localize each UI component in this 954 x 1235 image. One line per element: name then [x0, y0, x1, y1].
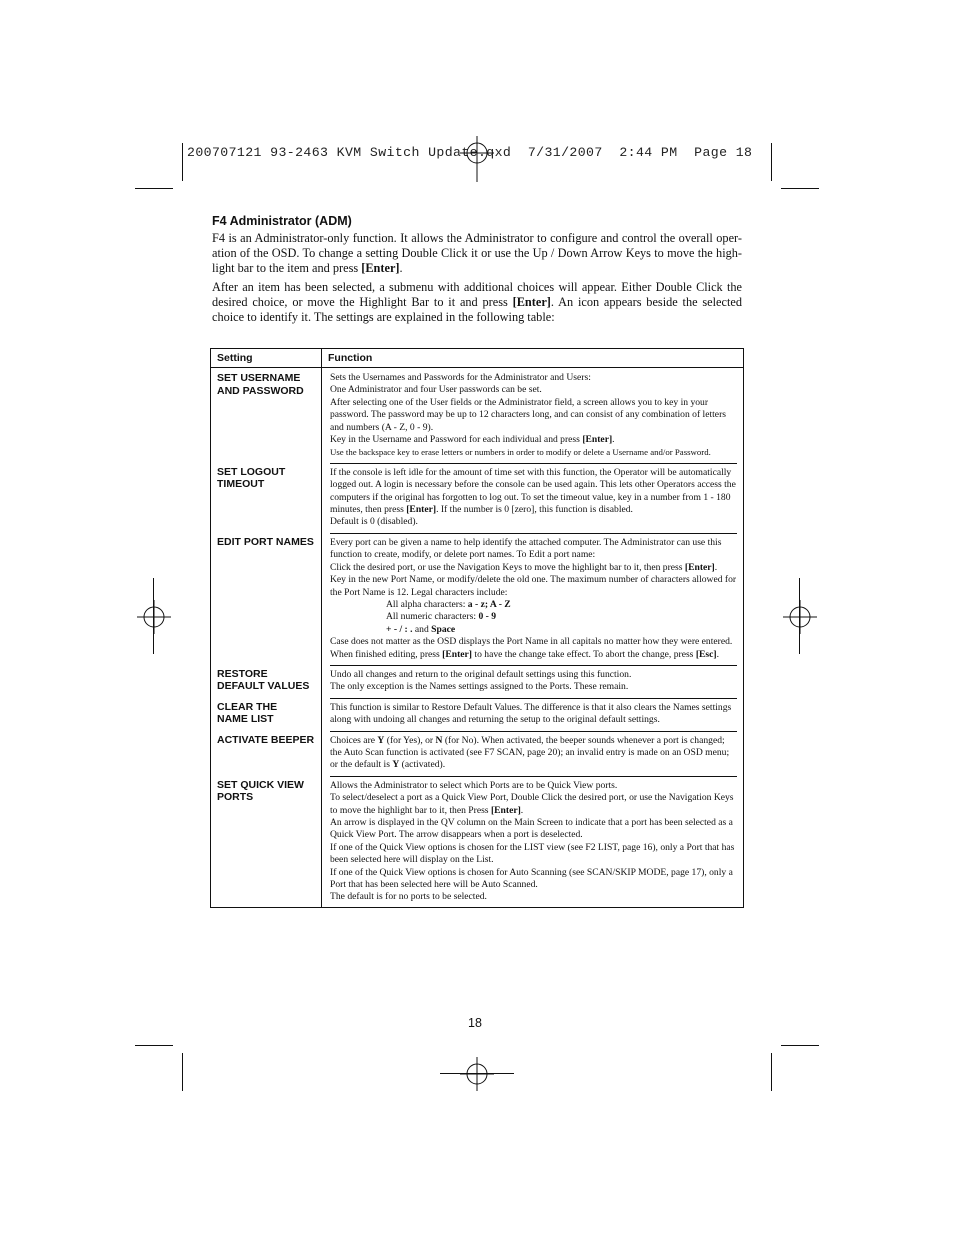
- description-text: All alpha characters:: [386, 598, 468, 610]
- table-header-row: [211, 349, 744, 368]
- description-text: .: [612, 434, 615, 446]
- description-text: to have the change take effect. To abort the change, press: [472, 648, 696, 660]
- crop-mark: [440, 1073, 514, 1074]
- description-text: .: [714, 561, 718, 573]
- column-header-setting: Setting: [211, 349, 322, 368]
- description-text: Case does not matter as the OSD displays the Port Name in all capitals no matter how they were entered.: [330, 636, 733, 648]
- key-name: [Enter]: [582, 434, 613, 446]
- description-line: [330, 792, 737, 817]
- paragraph-text: .: [399, 261, 403, 275]
- description-line: [330, 562, 737, 574]
- description-text: Key in the new Port Name, or modify/delete the old one. The maximum number of characters allowed for the Port Name is 12. Legal characters include:: [330, 574, 737, 598]
- description-text: If the console is left idle for the amount of time set with this function, the Operator will be automatically logged out. A login is necessary before the console can be used again. This lets other Operators access the computers if the original has forgotten to log out. To set the timeout value, key in a number from 1 - 180 minutes, then press: [330, 466, 736, 516]
- key-name: a - z; A - Z: [467, 598, 511, 610]
- description-text: . If the number is 0 [zero], this function is disabled.: [436, 504, 633, 516]
- description-text: Key in the Username and Password for each individual and press: [330, 434, 583, 446]
- setting-name: SET QUICK VIEW PORTS: [211, 775, 322, 908]
- setting-name: RESTORE DEFAULT VALUES: [211, 664, 322, 697]
- description-line: [330, 780, 737, 792]
- crop-mark: [799, 578, 800, 654]
- description-line: [330, 516, 737, 528]
- description-text: Every port can be given a name to help identify the attached computer. The Administrator can use this function to create, modify, or delete port names. To Edit a port name:: [330, 536, 722, 561]
- key-name: 0 - 9: [478, 611, 497, 623]
- intro-paragraph: [212, 280, 742, 325]
- table-row: [211, 775, 744, 908]
- description-line: [330, 611, 737, 623]
- crop-mark: [182, 1053, 183, 1091]
- description-text: (for No). When activated, the beeper sounds whenever a port is changed; the Auto Scan function is activated (see F7 SCAN, page 20); an invalid entry is made on an OSD menu; or the default is: [330, 734, 730, 771]
- key-name: Y: [377, 734, 385, 746]
- paragraph-text: . An icon appears beside the selected choice to identify it. The settings are explained in the following table:: [212, 295, 742, 324]
- description-text: .: [520, 804, 524, 816]
- crop-mark: [771, 143, 772, 181]
- table-row: [211, 462, 744, 532]
- description-text: The default is for no ports to be selected.: [330, 891, 487, 903]
- function-description: [322, 368, 744, 462]
- description-line: [330, 669, 737, 681]
- function-description: [322, 697, 744, 730]
- description-text: An arrow is displayed in the QV column on the Main Screen to indicate that a port has been selected as a Quick View Port. The arrow disappears when a port is deselected.: [330, 817, 733, 841]
- description-line: [330, 636, 737, 648]
- crop-mark: [781, 1045, 819, 1046]
- description-line: [330, 702, 737, 727]
- key-name: [Enter]: [490, 804, 521, 816]
- description-line: [330, 467, 737, 517]
- description-line: [330, 649, 737, 661]
- description-text: Choices are: [330, 734, 378, 746]
- print-slug: 200707121 93-2463 KVM Switch Update.qxd 7/31/2007 2:44 PM Page 18: [187, 145, 753, 160]
- description-line: [330, 384, 737, 396]
- description-text: The only exception is the Names settings assigned to the Ports. These remain.: [330, 681, 629, 693]
- setting-name: SET LOGOUT TIMEOUT: [211, 462, 322, 532]
- crop-mark: [771, 1053, 772, 1091]
- description-line: [330, 842, 737, 867]
- function-description: [322, 462, 744, 532]
- crop-mark: [135, 188, 173, 189]
- function-description: [322, 775, 744, 908]
- description-line: [330, 867, 737, 892]
- table-row: [211, 730, 744, 775]
- description-text: When finished editing, press: [330, 648, 443, 660]
- description-text: Allows the Administrator to select which Ports are to be Quick View ports.: [330, 779, 618, 791]
- description-line: [330, 574, 737, 599]
- crop-mark: [182, 143, 183, 181]
- intro-paragraph: [212, 231, 742, 276]
- key-name: [Enter]: [442, 648, 473, 660]
- table-row: [211, 664, 744, 697]
- description-line: [330, 372, 737, 384]
- setting-name: CLEAR THE NAME LIST: [211, 697, 322, 730]
- crop-mark: [135, 1045, 173, 1046]
- description-text: Undo all changes and return to the original default settings using this function.: [330, 668, 632, 680]
- setting-name: EDIT PORT NAMES: [211, 532, 322, 664]
- description-text: (activated).: [399, 759, 446, 771]
- function-description: [322, 664, 744, 697]
- description-text: Click the desired port, or use the Navigation Keys to move the highlight bar to it, then press: [330, 561, 685, 573]
- crop-mark: [153, 578, 154, 654]
- table-row: [211, 532, 744, 664]
- description-text: All numeric characters:: [386, 611, 479, 623]
- registration-mark-icon: [460, 1057, 494, 1091]
- registration-mark-icon: [460, 136, 494, 170]
- crop-mark: [781, 188, 819, 189]
- description-line: [330, 446, 737, 458]
- key-name: [Enter]: [684, 561, 715, 573]
- key-name: + - / : .: [386, 623, 413, 635]
- description-text: .: [716, 648, 720, 660]
- registration-mark-icon: [137, 600, 171, 634]
- description-line: [330, 599, 737, 611]
- function-description: [322, 730, 744, 775]
- description-text: If one of the Quick View options is chosen for Auto Scanning (see SCAN/SKIP MODE, page 17), only a Port that has been selected here will be Auto Scanned.: [330, 866, 733, 891]
- description-line: [330, 891, 737, 903]
- description-line: [330, 817, 737, 842]
- description-line: [330, 681, 737, 693]
- description-line: [330, 537, 737, 562]
- key-name: [Enter]: [406, 504, 437, 516]
- description-text: Sets the Usernames and Passwords for the Administrator and Users:: [330, 372, 591, 383]
- registration-mark-icon: [783, 600, 817, 634]
- description-text: If one of the Quick View options is chosen for the LIST view (see F2 LIST, page 16), only a Port that has been selected here will display on the List.: [330, 841, 735, 866]
- page-number: 18: [468, 1016, 482, 1030]
- key-name: [Esc]: [695, 648, 717, 660]
- description-text: After selecting one of the User fields or the Administrator field, a screen allows you to key in your password. The password may be up to 12 characters long, and can consist of any combination of letters and numbers (A - Z, 0 - 9).: [330, 396, 726, 433]
- column-header-function: Function: [322, 349, 744, 368]
- description-text: This function is similar to Restore Default Values. The difference is that it also clears the Names settings along with undoing all changes and returning the setup to the original default settings.: [330, 701, 732, 726]
- section-heading: F4 Administrator (ADM): [212, 214, 352, 228]
- table-row: [211, 697, 744, 730]
- description-text: Use the backspace key to erase letters or numbers in order to modify or delete a Username and/or Password.: [330, 447, 711, 458]
- description-text: and: [412, 623, 432, 635]
- description-text: (for Yes), or: [384, 734, 436, 746]
- paragraph-text: F4 is an Administrator-only function. It allows the Administrator to configure and control the overall oper-ation of the OSD. To change a setting Double Click it or use the Up / Down Arrow Keys to move the high-light bar to the item and press: [212, 231, 742, 275]
- key-name: Y: [392, 759, 400, 771]
- setting-name: ACTIVATE BEEPER: [211, 730, 322, 775]
- description-line: [330, 624, 737, 636]
- key-name: [Enter]: [361, 261, 400, 275]
- description-text: To select/deselect a port as a Quick View Port, Double Click the desired port, or use the Navigation Keys to move the highlight bar to it, then Press: [330, 792, 734, 816]
- function-description: [322, 532, 744, 664]
- key-name: Space: [431, 623, 456, 635]
- description-text: One Administrator and four User passwords can be set.: [330, 384, 542, 396]
- description-line: [330, 397, 737, 434]
- settings-table: [210, 348, 744, 908]
- key-name: N: [435, 734, 443, 746]
- setting-name: SET USERNAME AND PASSWORD: [211, 368, 322, 462]
- description-text: Default is 0 (disabled).: [330, 516, 418, 528]
- paragraph-text: After an item has been selected, a submenu with additional choices will appear. Either Double Click the desired choice, or move the Highlight Bar to it and press: [212, 280, 742, 309]
- description-line: [330, 735, 737, 772]
- description-line: [330, 434, 737, 446]
- key-name: [Enter]: [512, 295, 551, 309]
- table-row: [211, 368, 744, 462]
